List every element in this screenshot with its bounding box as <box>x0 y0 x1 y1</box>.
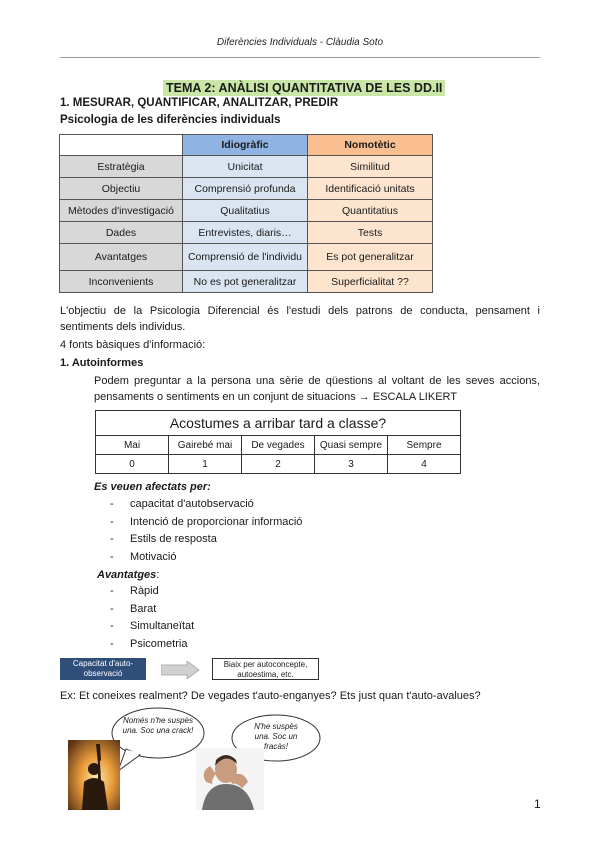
section-heading: 1. MESURAR, QUANTIFICAR, ANALITZAR, PREDIR <box>60 97 339 109</box>
row-label: Inconvenients <box>60 271 183 293</box>
header-divider <box>60 57 540 58</box>
likert-label: Mai <box>96 436 169 455</box>
list-item: - Psicometria <box>110 637 188 650</box>
table-corner <box>60 135 183 156</box>
subheading: Psicologia de les diferències individuals <box>60 114 281 126</box>
column-header-nomothetic: Nomotètic <box>308 135 433 156</box>
likert-label: Quasi sempre <box>315 436 388 455</box>
list-item: - capacitat d'autobservació <box>110 498 254 510</box>
list-item: - Intenció de proporcionar informació <box>110 515 303 528</box>
likert-labels-row <box>96 436 461 455</box>
cell-nomothetic: Tests <box>308 222 433 244</box>
column-header-idiographic: Idiogràfic <box>183 135 308 156</box>
cell-nomothetic: Superficialitat ?? <box>308 271 433 293</box>
cell-idiographic: Entrevistes, diaris… <box>183 222 308 244</box>
advantages-list <box>110 583 194 653</box>
cell-nomothetic: Es pot generalitzar <box>308 244 433 271</box>
likert-value: 3 <box>315 455 388 474</box>
likert-question: Acostumes a arribar tard a classe? <box>96 411 461 436</box>
likert-label: Sempre <box>388 436 461 455</box>
arrow-right-icon <box>161 661 201 679</box>
likert-value: 4 <box>388 455 461 474</box>
list-item: - Motivació <box>110 550 177 563</box>
autoinformes-description: Podem preguntar a la persona una sèrie de qüestions al voltant de les seves accions, pensaments o sentiments en un conjunt de situacions → ESCALA LIKERT <box>94 375 540 403</box>
list-item: - Simultaneïtat <box>110 620 195 632</box>
cell-idiographic: Qualitatius <box>183 200 308 222</box>
table-row <box>60 222 433 244</box>
distressed-person-image <box>196 748 264 810</box>
document-title: TEMA 2: ANÀLISI QUANTITATIVA DE LES DD.II <box>163 80 445 96</box>
diagram-box-bias: Biaix per autoconcepte, autoestima, etc. <box>212 658 319 680</box>
likert-label: De vegades <box>242 436 315 455</box>
list-item: - Estils de resposta <box>110 533 217 545</box>
likert-value: 1 <box>169 455 242 474</box>
example-question: Ex: Et coneixes realment? De vegades t'auto-enganyes? Ets just quan t'auto-avalues? <box>60 690 481 702</box>
row-label: Mètodes d'investigació <box>60 200 183 222</box>
likert-value: 0 <box>96 455 169 474</box>
list-item: - Ràpid <box>110 585 159 597</box>
paragraph-objective: L'objectiu de la Psicologia Diferencial és l'estudi dels patrons de conducta, pensament i sentiments dels individus. <box>60 305 540 333</box>
diagram-box-self-observation: Capacitat d'auto-observació <box>60 658 146 680</box>
paragraph-sources: 4 fonts bàsiques d'informació: <box>60 339 206 351</box>
table-header-row <box>60 135 433 156</box>
cell-idiographic: Comprensió de l'individu <box>183 244 308 271</box>
item-heading-autoinformes: 1. Autoinformes <box>60 357 144 369</box>
table-row <box>60 271 433 293</box>
table-row <box>60 156 433 178</box>
cell-idiographic: Comprensió profunda <box>183 178 308 200</box>
cell-nomothetic: Similitud <box>308 156 433 178</box>
likert-scale-table <box>95 410 461 474</box>
advantages-heading: Avantatges: <box>97 569 160 581</box>
bubble-left-text: Només n'he suspès una. Soc una crack! <box>122 716 194 735</box>
likert-values-row <box>96 455 461 474</box>
affected-heading: Es veuen afectats per: <box>94 481 211 493</box>
affected-list <box>110 496 302 566</box>
row-label: Objectiu <box>60 178 183 200</box>
page-number: 1 <box>534 797 541 811</box>
comparison-table <box>59 134 433 293</box>
page-header: Diferències Individuals - Clàudia Soto <box>216 37 384 48</box>
likert-label: Gairebé mai <box>169 436 242 455</box>
cell-idiographic: Unicitat <box>183 156 308 178</box>
table-row <box>60 200 433 222</box>
list-item: - Barat <box>110 602 157 615</box>
row-label: Dades <box>60 222 183 244</box>
cell-nomothetic: Quantitatius <box>308 200 433 222</box>
bubble-right-text: N'he suspès una. Soc un fracàs! <box>254 722 298 751</box>
triumphant-person-image <box>68 740 120 810</box>
likert-value: 2 <box>242 455 315 474</box>
row-label: Avantatges <box>60 244 183 271</box>
cell-idiographic: No es pot generalitzar <box>183 271 308 293</box>
row-label: Estratègia <box>60 156 183 178</box>
table-row <box>60 244 433 271</box>
cell-nomothetic: Identificació unitats <box>308 178 433 200</box>
table-row <box>60 178 433 200</box>
